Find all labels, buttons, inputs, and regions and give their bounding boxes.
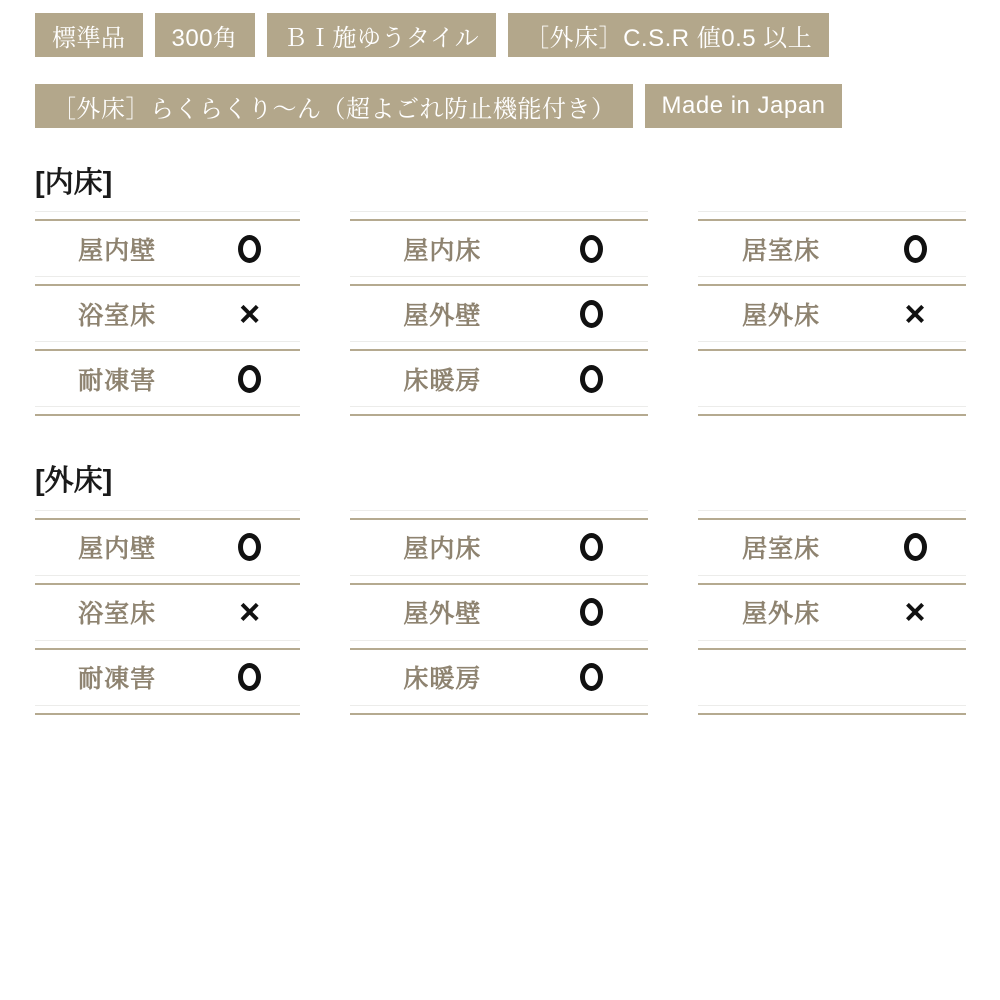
badge-standard-product: 標準品 <box>35 13 143 57</box>
spec-row <box>35 286 300 341</box>
circle-mark <box>199 663 300 691</box>
badge-row-2 <box>35 84 1000 128</box>
row-divider <box>350 276 648 286</box>
row-divider <box>35 276 300 286</box>
badge-made-in-japan: Made in Japan <box>645 84 843 128</box>
row-divider <box>698 575 966 585</box>
spec-row <box>698 585 966 640</box>
section-heading: [外床] <box>35 465 113 498</box>
circle-mark <box>864 235 966 263</box>
row-divider <box>350 341 648 351</box>
spec-label: 浴室床 <box>78 600 157 629</box>
spec-column <box>698 211 966 416</box>
cross-mark <box>199 292 300 334</box>
circle-mark <box>535 533 648 561</box>
row-divider <box>698 276 966 286</box>
circle-mark <box>864 533 966 561</box>
circle-mark-icon <box>580 598 603 626</box>
spec-row <box>350 286 648 341</box>
circle-mark <box>535 235 648 263</box>
circle-mark <box>535 598 648 626</box>
circle-mark-icon <box>580 300 603 328</box>
circle-mark-icon <box>580 533 603 561</box>
row-divider <box>350 575 648 585</box>
spec-section <box>35 466 1000 714</box>
row-divider <box>350 211 648 221</box>
spec-row <box>35 221 300 276</box>
spec-row <box>35 585 300 640</box>
spec-label: 屋内壁 <box>78 236 157 265</box>
circle-mark <box>535 365 648 393</box>
cross-mark-icon: × <box>239 292 261 334</box>
spec-label: 屋内床 <box>403 236 482 265</box>
spec-grid <box>35 211 1000 416</box>
spec-column <box>35 211 300 416</box>
circle-mark-icon <box>580 365 603 393</box>
spec-row <box>698 286 966 341</box>
spec-label: 屋内床 <box>403 535 482 564</box>
spec-label: 浴室床 <box>78 301 157 330</box>
spec-row <box>35 650 300 705</box>
cross-mark <box>199 591 300 633</box>
spec-column <box>350 211 648 416</box>
circle-mark-icon <box>238 235 261 263</box>
spec-label: 屋外壁 <box>403 600 482 629</box>
section-heading: [内床] <box>35 167 113 199</box>
spec-label: 屋外床 <box>742 301 821 330</box>
cross-mark <box>864 591 966 633</box>
spec-row <box>35 351 300 406</box>
cross-mark-icon: × <box>904 591 926 633</box>
row-divider <box>698 640 966 650</box>
spec-row <box>698 650 966 705</box>
row-divider <box>35 341 300 351</box>
badge-glazed-tile: ＢＩ施ゆうタイル <box>267 13 497 57</box>
spec-label: 居室床 <box>742 535 821 564</box>
cross-mark-icon: × <box>904 292 926 334</box>
spec-row <box>350 520 648 575</box>
cross-mark <box>864 292 966 334</box>
spec-label: 耐凍害 <box>78 366 157 395</box>
circle-mark-icon <box>238 533 261 561</box>
row-divider <box>35 211 300 221</box>
spec-row <box>350 351 648 406</box>
row-divider <box>698 341 966 351</box>
spec-grid <box>35 510 1000 715</box>
row-divider <box>35 705 300 715</box>
spec-column <box>350 510 648 715</box>
spec-sections <box>35 168 1000 715</box>
row-divider <box>350 406 648 416</box>
spec-column <box>35 510 300 715</box>
spec-column <box>698 510 966 715</box>
spec-row <box>698 520 966 575</box>
row-divider <box>35 510 300 520</box>
spec-label: 屋外壁 <box>403 301 482 330</box>
row-divider <box>350 640 648 650</box>
circle-mark-icon <box>580 663 603 691</box>
circle-mark-icon <box>238 663 261 691</box>
cross-mark-icon: × <box>239 591 261 633</box>
circle-mark <box>535 300 648 328</box>
circle-mark-icon <box>904 533 927 561</box>
row-divider <box>698 211 966 221</box>
circle-mark <box>535 663 648 691</box>
spec-label: 屋内壁 <box>78 535 157 564</box>
circle-mark <box>199 533 300 561</box>
row-divider <box>698 406 966 416</box>
badge-csr-value: ［外床］C.S.R 値0.5 以上 <box>508 13 829 57</box>
spec-section <box>35 168 1000 416</box>
spec-row <box>350 221 648 276</box>
spec-row <box>35 520 300 575</box>
spec-row <box>698 221 966 276</box>
row-divider <box>698 705 966 715</box>
spec-label: 耐凍害 <box>78 665 157 694</box>
row-divider <box>35 640 300 650</box>
row-divider <box>698 510 966 520</box>
circle-mark-icon <box>580 235 603 263</box>
spec-label: 床暖房 <box>403 366 482 395</box>
row-divider <box>35 575 300 585</box>
row-divider <box>350 510 648 520</box>
spec-row <box>350 585 648 640</box>
spec-label: 屋外床 <box>742 600 821 629</box>
circle-mark-icon <box>238 365 261 393</box>
spec-row <box>698 351 966 406</box>
row-divider <box>35 406 300 416</box>
badge-row-1 <box>35 13 1000 57</box>
badge-easy-clean: ［外床］らくらくり～ん（超よごれ防止機能付き） <box>35 84 633 128</box>
circle-mark <box>199 365 300 393</box>
row-divider <box>350 705 648 715</box>
spec-label: 居室床 <box>742 236 821 265</box>
spec-label: 床暖房 <box>403 665 482 694</box>
badge-size-300: 300角 <box>155 13 255 57</box>
spec-row <box>350 650 648 705</box>
circle-mark <box>199 235 300 263</box>
circle-mark-icon <box>904 235 927 263</box>
